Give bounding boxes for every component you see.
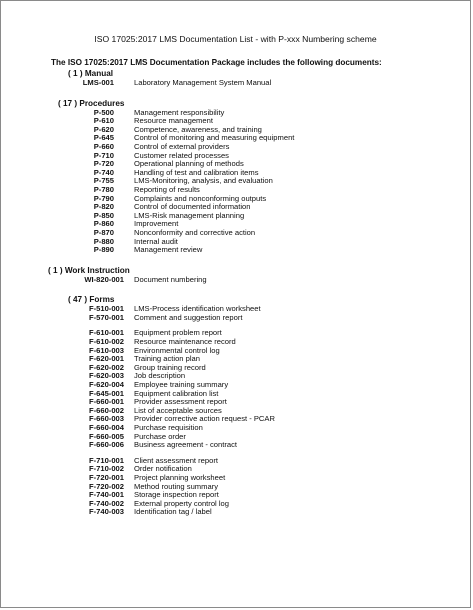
document-row xyxy=(1,276,472,285)
document-row xyxy=(1,143,472,152)
document-name: External property control log xyxy=(134,498,229,508)
document-code: P-850 xyxy=(93,210,114,220)
document-code: F-620-004 xyxy=(88,380,124,390)
document-code: P-720 xyxy=(93,159,114,169)
document-row xyxy=(1,109,472,118)
document-row xyxy=(1,364,472,373)
document-name: Business agreement - contract xyxy=(134,440,237,450)
document-row xyxy=(1,441,472,450)
document-code: P-740 xyxy=(93,167,114,177)
document-code: F-620-001 xyxy=(88,354,124,364)
group-heading xyxy=(1,266,472,276)
document-code: P-890 xyxy=(93,245,114,255)
document-name: Reporting of results xyxy=(134,184,200,194)
document-row xyxy=(1,79,472,88)
document-name: Equipment problem report xyxy=(134,328,222,338)
document-name: Resource maintenance record xyxy=(134,337,236,347)
document-name: Comment and suggestion report xyxy=(134,312,243,322)
document-code: WI-820-001 xyxy=(84,274,124,284)
document-row xyxy=(1,500,472,509)
document-name: Group training record xyxy=(134,362,206,372)
document-code: P-620 xyxy=(93,124,114,134)
document-name: Resource management xyxy=(134,116,213,126)
group-heading xyxy=(1,99,472,109)
document-name: Employee training summary xyxy=(134,380,229,390)
document-row xyxy=(1,372,472,381)
document-name: Order notification xyxy=(134,464,192,474)
document-row xyxy=(1,398,472,407)
document-name: Method routing summary xyxy=(134,481,218,491)
document-name: Control of external providers xyxy=(134,141,230,151)
document-code: F-710-002 xyxy=(88,464,124,474)
document-row xyxy=(1,381,472,390)
document-row xyxy=(1,390,472,399)
document-code: F-660-005 xyxy=(88,431,124,441)
document-name: Environmental control log xyxy=(134,345,220,355)
document-code: F-620-003 xyxy=(88,371,124,381)
document-name: Equipment calibration list xyxy=(134,388,219,398)
document-name: Job description xyxy=(134,371,186,381)
document-name: List of acceptable sources xyxy=(134,405,222,415)
document-name: Customer related processes xyxy=(134,150,229,160)
document-name: Purchase requisition xyxy=(134,423,203,432)
document-code: P-880 xyxy=(93,236,114,246)
document-name: Handling of test and calibration items xyxy=(134,167,259,177)
document-code: P-860 xyxy=(93,219,114,229)
document-name: Client assessment report xyxy=(134,455,218,465)
document-code: F-610-001 xyxy=(88,328,124,338)
document-code: F-660-001 xyxy=(88,397,124,407)
document-code: P-645 xyxy=(93,133,114,143)
document-name: Purchase order xyxy=(134,431,186,441)
document-code: F-570-001 xyxy=(88,312,124,322)
document-code: P-610 xyxy=(93,116,114,126)
document-row xyxy=(1,238,472,247)
document-name: Storage inspection report xyxy=(134,490,219,500)
document-code: P-780 xyxy=(93,184,114,194)
document-name: Management responsibility xyxy=(134,107,225,117)
document-code: F-720-002 xyxy=(88,481,124,491)
document-code: F-510-001 xyxy=(88,304,124,314)
document-code: F-740-002 xyxy=(88,498,124,508)
document-code: P-710 xyxy=(93,150,114,160)
document-code: F-660-003 xyxy=(88,414,124,424)
document-name: Complaints and nonconforming outputs xyxy=(134,193,267,203)
document-name: LMS-Risk management planning xyxy=(134,210,245,220)
document-code: P-870 xyxy=(93,227,114,237)
document-code: F-645-001 xyxy=(88,388,124,398)
document-row xyxy=(1,508,472,517)
document-code: F-740-001 xyxy=(88,490,124,500)
document-name: Internal audit xyxy=(134,236,178,246)
document-code: F-710-001 xyxy=(88,455,124,465)
document-code: P-755 xyxy=(93,176,114,186)
document-code: F-610-002 xyxy=(88,337,124,347)
document-row xyxy=(1,415,472,424)
document-row xyxy=(1,229,472,238)
group-heading-label: ( 47 ) Forms xyxy=(68,295,115,305)
document-row xyxy=(1,355,472,364)
document-name: Provider corrective action request - PCAR xyxy=(134,414,275,424)
document-code: P-660 xyxy=(93,141,114,151)
document-row xyxy=(1,483,472,492)
document-name: Competence, awareness, and training xyxy=(134,124,262,134)
document-name: Laboratory Management System Manual xyxy=(134,78,272,87)
document-row xyxy=(1,314,472,323)
package-intro: The ISO 17025:2017 LMS Documentation Package includes the following documents: xyxy=(51,58,382,67)
document-name: Project planning worksheet xyxy=(134,472,226,482)
document-name: Control of documented information xyxy=(134,202,251,212)
document-row xyxy=(1,424,472,433)
document-name: LMS-Process identification worksheet xyxy=(134,304,261,314)
document-row xyxy=(1,474,472,483)
document-row xyxy=(1,134,472,143)
document-row xyxy=(1,491,472,500)
document-row xyxy=(1,329,472,338)
document-row xyxy=(1,177,472,186)
document-name: Identification tag / label xyxy=(134,507,212,517)
document-name: Improvement xyxy=(134,219,179,229)
document-code: F-720-001 xyxy=(88,472,124,482)
group-heading-label: ( 1 ) Work Instruction xyxy=(48,265,130,275)
document-name: Document numbering xyxy=(134,274,207,284)
document-code: LMS-001 xyxy=(82,78,114,87)
document-name: Management review xyxy=(134,245,203,255)
document-title: ISO 17025:2017 LMS Documentation List - with P-xxx Numbering scheme xyxy=(94,34,377,44)
document-row xyxy=(1,457,472,466)
document-row xyxy=(1,338,472,347)
document-code: P-790 xyxy=(93,193,114,203)
document-row xyxy=(1,465,472,474)
document-row xyxy=(1,212,472,221)
document-name: Provider assessment report xyxy=(134,397,227,407)
document-list xyxy=(1,69,472,517)
document-code: F-620-002 xyxy=(88,362,124,372)
document-row xyxy=(1,246,472,255)
document-code: F-660-002 xyxy=(88,405,124,415)
group-heading-label: ( 1 ) Manual xyxy=(68,69,114,78)
document-code: F-740-003 xyxy=(88,507,124,517)
document-name: Training action plan xyxy=(134,354,200,364)
document-name: LMS-Monitoring, analysis, and evaluation xyxy=(134,176,273,186)
document-code: F-660-006 xyxy=(88,440,124,450)
group-heading-label: ( 17 ) Procedures xyxy=(58,98,125,108)
document-code: P-500 xyxy=(93,107,114,117)
document-row xyxy=(1,347,472,356)
document-code: F-660-004 xyxy=(88,423,124,432)
document-name: Operational planning of methods xyxy=(134,159,244,169)
document-name: Nonconformity and corrective action xyxy=(134,227,256,237)
document-code: F-610-003 xyxy=(88,345,124,355)
document-code: P-820 xyxy=(93,202,114,212)
document-name: Control of monitoring and measuring equipment xyxy=(134,133,295,143)
